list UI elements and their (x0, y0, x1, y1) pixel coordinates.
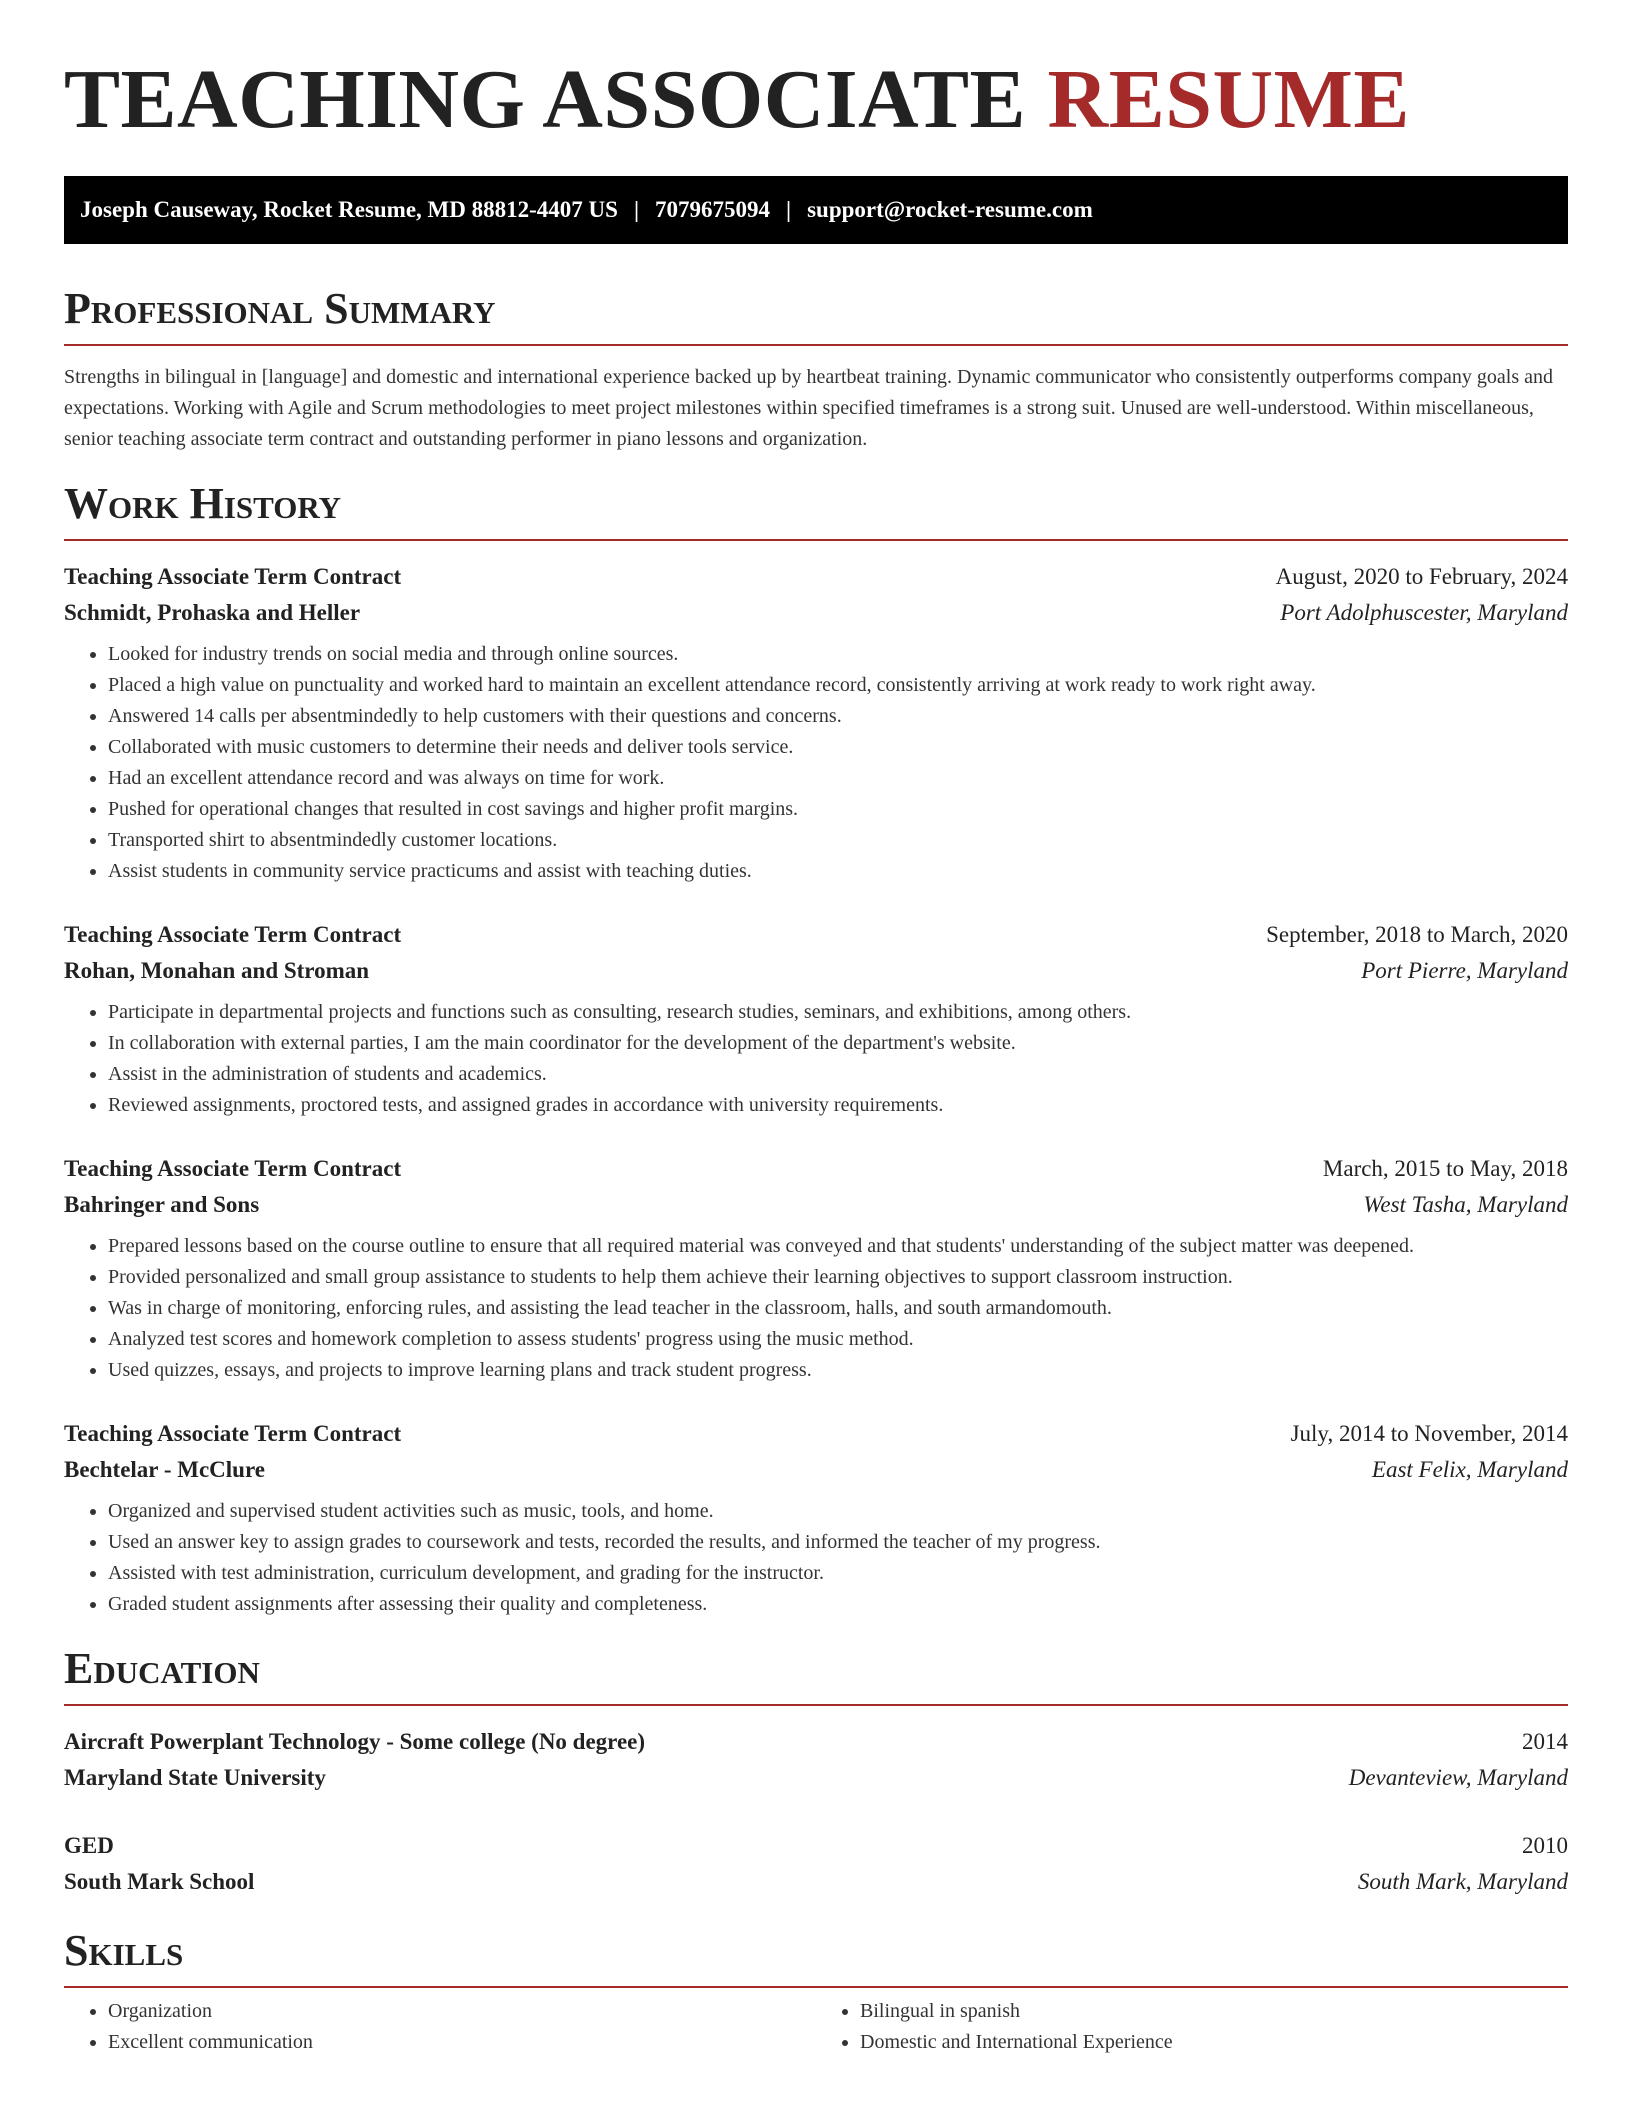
job-title: Teaching Associate Term Contract (64, 922, 402, 947)
job-dates: March, 2015 to May, 2018 (1322, 1156, 1568, 1181)
job-entry (64, 917, 1568, 1121)
job-bullet: • Participate in departmental projects and functions such as consulting, research studies, seminars, and exhibitions, among others. (108, 997, 1568, 1028)
title-accent: RESUME (1047, 53, 1410, 146)
skills-list-right (816, 1996, 1568, 2058)
section-heading-education: Education (64, 1644, 1568, 1706)
job-entry (64, 559, 1568, 887)
education-entry (64, 1828, 1568, 1900)
job-bullet: • Assisted with test administration, curriculum development, and grading for the instructor. (108, 1558, 1568, 1589)
section-heading-skills: Skills (64, 1926, 1568, 1988)
job-dates: July, 2014 to November, 2014 (1290, 1421, 1568, 1446)
job-bullets (64, 1231, 1568, 1386)
job-bullet: • Collaborated with music customers to determine their needs and deliver tools service. (108, 732, 1568, 763)
title-main: TEACHING ASSOCIATE (64, 53, 1027, 146)
job-bullet: • Transported shirt to absentmindedly customer locations. (108, 825, 1568, 856)
job-bullets (64, 997, 1568, 1121)
job-bullet: • Analyzed test scores and homework completion to assess students' progress using the music method. (108, 1324, 1568, 1355)
job-entry (64, 1151, 1568, 1386)
skill-item: • Bilingual in spanish (860, 1996, 1568, 2027)
skills-columns (64, 1988, 1568, 2058)
job-bullet: • Placed a high value on punctuality and worked hard to maintain an excellent attendance record, consistently arriving at work ready to work right away. (108, 670, 1568, 701)
job-bullets (64, 639, 1568, 887)
job-location: East Felix, Maryland (1371, 1457, 1568, 1482)
contact-separator: | (633, 197, 640, 222)
job-bullet: • Used quizzes, essays, and projects to improve learning plans and track student progress. (108, 1355, 1568, 1386)
skill-item: • Excellent communication (108, 2027, 816, 2058)
job-bullet: • In collaboration with external parties, I am the main coordinator for the development of the department's website. (108, 1028, 1568, 1059)
job-company: Schmidt, Prohaska and Heller (64, 600, 361, 625)
section-heading-work-history: Work History (64, 479, 1568, 541)
job-bullet: • Looked for industry trends on social media and through online sources. (108, 639, 1568, 670)
education-school: South Mark School (64, 1869, 255, 1894)
resume-title (64, 0, 1568, 160)
job-bullets (64, 1496, 1568, 1620)
education-location: Devanteview, Maryland (1348, 1765, 1568, 1790)
job-company: Rohan, Monahan and Stroman (64, 958, 370, 983)
contact-address: Joseph Causeway, Rocket Resume, MD 88812-4407 US (80, 197, 618, 222)
job-company: Bechtelar - McClure (64, 1457, 265, 1482)
summary-text: Strengths in bilingual in [language] and domestic and international experience backed up by heartbeat training. Dynamic communicator who consistently outperforms company goals and expectations. Working with Agile and Scrum methodologies to meet project milestones within specified timeframes is a strong suit. Unused are well-understood. Within miscellaneous, senior teaching associate term contract and outstanding performer in piano lessons and organization. (64, 366, 1554, 450)
job-bullet: • Assist students in community service practicums and assist with teaching duties. (108, 856, 1568, 887)
education-entry (64, 1724, 1568, 1796)
job-location: Port Adolphuscester, Maryland (1280, 600, 1568, 625)
job-bullet: • Prepared lessons based on the course outline to ensure that all required material was conveyed and that students' understanding of the subject matter was deepened. (108, 1231, 1568, 1262)
section-heading-summary: Professional Summary (64, 284, 1568, 346)
job-title: Teaching Associate Term Contract (64, 1156, 402, 1181)
job-bullet: • Pushed for operational changes that resulted in cost savings and higher profit margins. (108, 794, 1568, 825)
skill-item: • Organization (108, 1996, 816, 2027)
education-school: Maryland State University (64, 1765, 326, 1790)
job-bullet: • Provided personalized and small group assistance to students to help them achieve their learning objectives to support classroom instruction. (108, 1262, 1568, 1293)
skills-list-left (64, 1996, 816, 2058)
job-bullet: • Answered 14 calls per absentmindedly to help customers with their questions and concerns. (108, 701, 1568, 732)
contact-phone: 7079675094 (655, 197, 771, 222)
summary-section (64, 284, 1568, 455)
skills-section (64, 1926, 1568, 2058)
education-year: 2010 (1522, 1833, 1568, 1858)
job-dates: August, 2020 to February, 2024 (1275, 564, 1568, 589)
contact-bar (64, 176, 1568, 244)
job-location: Port Pierre, Maryland (1361, 958, 1568, 983)
job-bullet: • Used an answer key to assign grades to coursework and tests, recorded the results, and informed the teacher of my progress. (108, 1527, 1568, 1558)
job-title: Teaching Associate Term Contract (64, 564, 402, 589)
work-history-section (64, 479, 1568, 1620)
education-location: South Mark, Maryland (1357, 1869, 1568, 1894)
contact-separator: | (786, 197, 792, 222)
education-degree: Aircraft Powerplant Technology - Some college (No degree) (64, 1729, 646, 1754)
job-entry (64, 1416, 1568, 1620)
job-bullet: • Had an excellent attendance record and was always on time for work. (108, 763, 1568, 794)
job-bullet: • Reviewed assignments, proctored tests, and assigned grades in accordance with university requirements. (108, 1090, 1568, 1121)
job-location: West Tasha, Maryland (1363, 1192, 1568, 1217)
education-section (64, 1644, 1568, 1900)
job-company: Bahringer and Sons (64, 1192, 260, 1217)
contact-email: support@rocket-resume.com (807, 197, 1093, 222)
skill-item: • Domestic and International Experience (860, 2027, 1568, 2058)
job-dates: September, 2018 to March, 2020 (1266, 922, 1568, 947)
education-year: 2014 (1522, 1729, 1568, 1754)
job-bullet: • Graded student assignments after assessing their quality and completeness. (108, 1589, 1568, 1620)
education-degree: GED (64, 1833, 114, 1858)
job-bullet: • Organized and supervised student activities such as music, tools, and home. (108, 1496, 1568, 1527)
job-bullet: • Assist in the administration of students and academics. (108, 1059, 1568, 1090)
job-bullet: • Was in charge of monitoring, enforcing rules, and assisting the lead teacher in the classroom, halls, and south armandomouth. (108, 1293, 1568, 1324)
job-title: Teaching Associate Term Contract (64, 1421, 402, 1446)
